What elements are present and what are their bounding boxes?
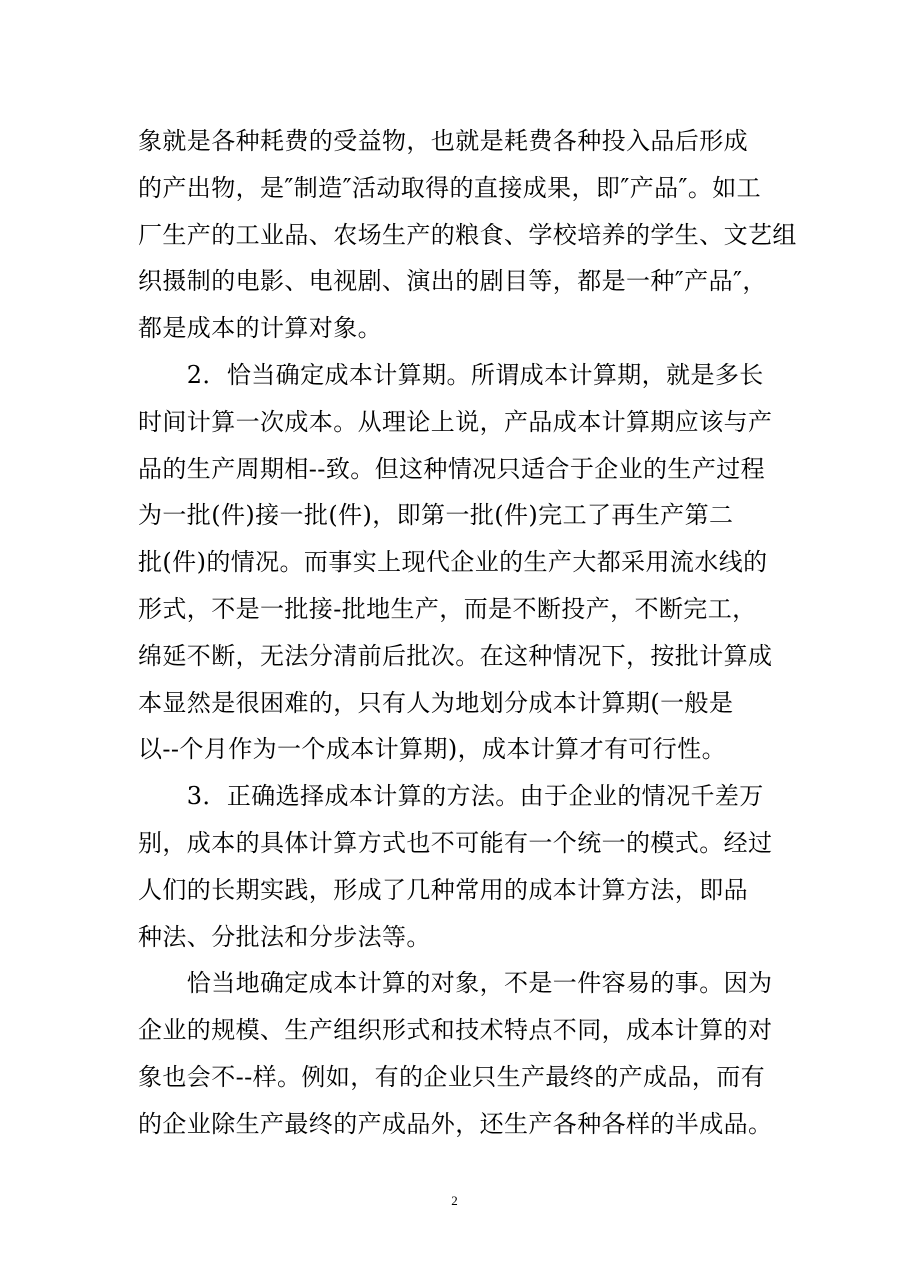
text-line: 的企业除生产最终的产成品外，还生产各种各样的半成品。 xyxy=(138,1109,773,1138)
text-line: 厂生产的工业品、农场生产的粮食、学校培养的学生、文艺组 xyxy=(138,220,797,249)
text-line: 象就是各种耗费的受益物，也就是耗费各种投入品后形成 xyxy=(138,127,748,155)
text-line: 为一批(件)接一批(件)，即第一批(件)完工了再生产第二 xyxy=(138,501,734,530)
page-number: 2 xyxy=(451,1193,458,1208)
text-line: 种法、分批法和分步法等。 xyxy=(138,922,431,951)
text-line: 都是成本的计算对象。 xyxy=(138,314,382,343)
text-line: 人们的长期实践，形成了几种常用的成本计算方法，即品 xyxy=(138,875,748,904)
text-line: 2．恰当确定成本计算期。所谓成本计算期，就是多长 xyxy=(138,360,764,389)
text-line: 形式，不是一批接-批地生产，而是不断投产，不断完工， xyxy=(138,594,757,623)
body-text xyxy=(138,118,797,1148)
text-line: 绵延不断，无法分清前后批次。在这种情况下，按批计算成 xyxy=(138,641,773,670)
text-line: 本显然是很困难的，只有人为地划分成本计算期(一般是 xyxy=(138,688,734,717)
text-line: 别，成本的具体计算方式也不可能有一个统一的模式。经过 xyxy=(138,828,773,857)
text-line: 恰当地确定成本计算的对象，不是一件容易的事。因为 xyxy=(138,969,773,998)
text-line: 时间计算一次成本。从理论上说，产品成本计算期应该与产 xyxy=(138,407,773,436)
text-line: 批(件)的情况。而事实上现代企业的生产大都采用流水线的 xyxy=(138,548,768,577)
text-line: 品的生产周期相--致。但这种情况只适合于企业的生产过程 xyxy=(138,454,766,483)
text-line: 3．正确选择成本计算的方法。由于企业的情况千差万 xyxy=(138,782,764,811)
text-line: 企业的规模、生产组织形式和技术特点不同，成本计算的对 xyxy=(138,1016,773,1045)
text-line: 织摄制的电影、电视剧、演出的剧目等，都是一种″产品″， xyxy=(138,267,767,296)
text-line: 象也会不--样。例如，有的企业只生产最终的产成品，而有 xyxy=(138,1062,766,1091)
text-line: 的产出物，是″制造″活动取得的直接成果，即″产品″。如工 xyxy=(138,173,762,202)
text-line: 以--个月作为一个成本计算期)，成本计算才有可行性。 xyxy=(138,735,726,764)
